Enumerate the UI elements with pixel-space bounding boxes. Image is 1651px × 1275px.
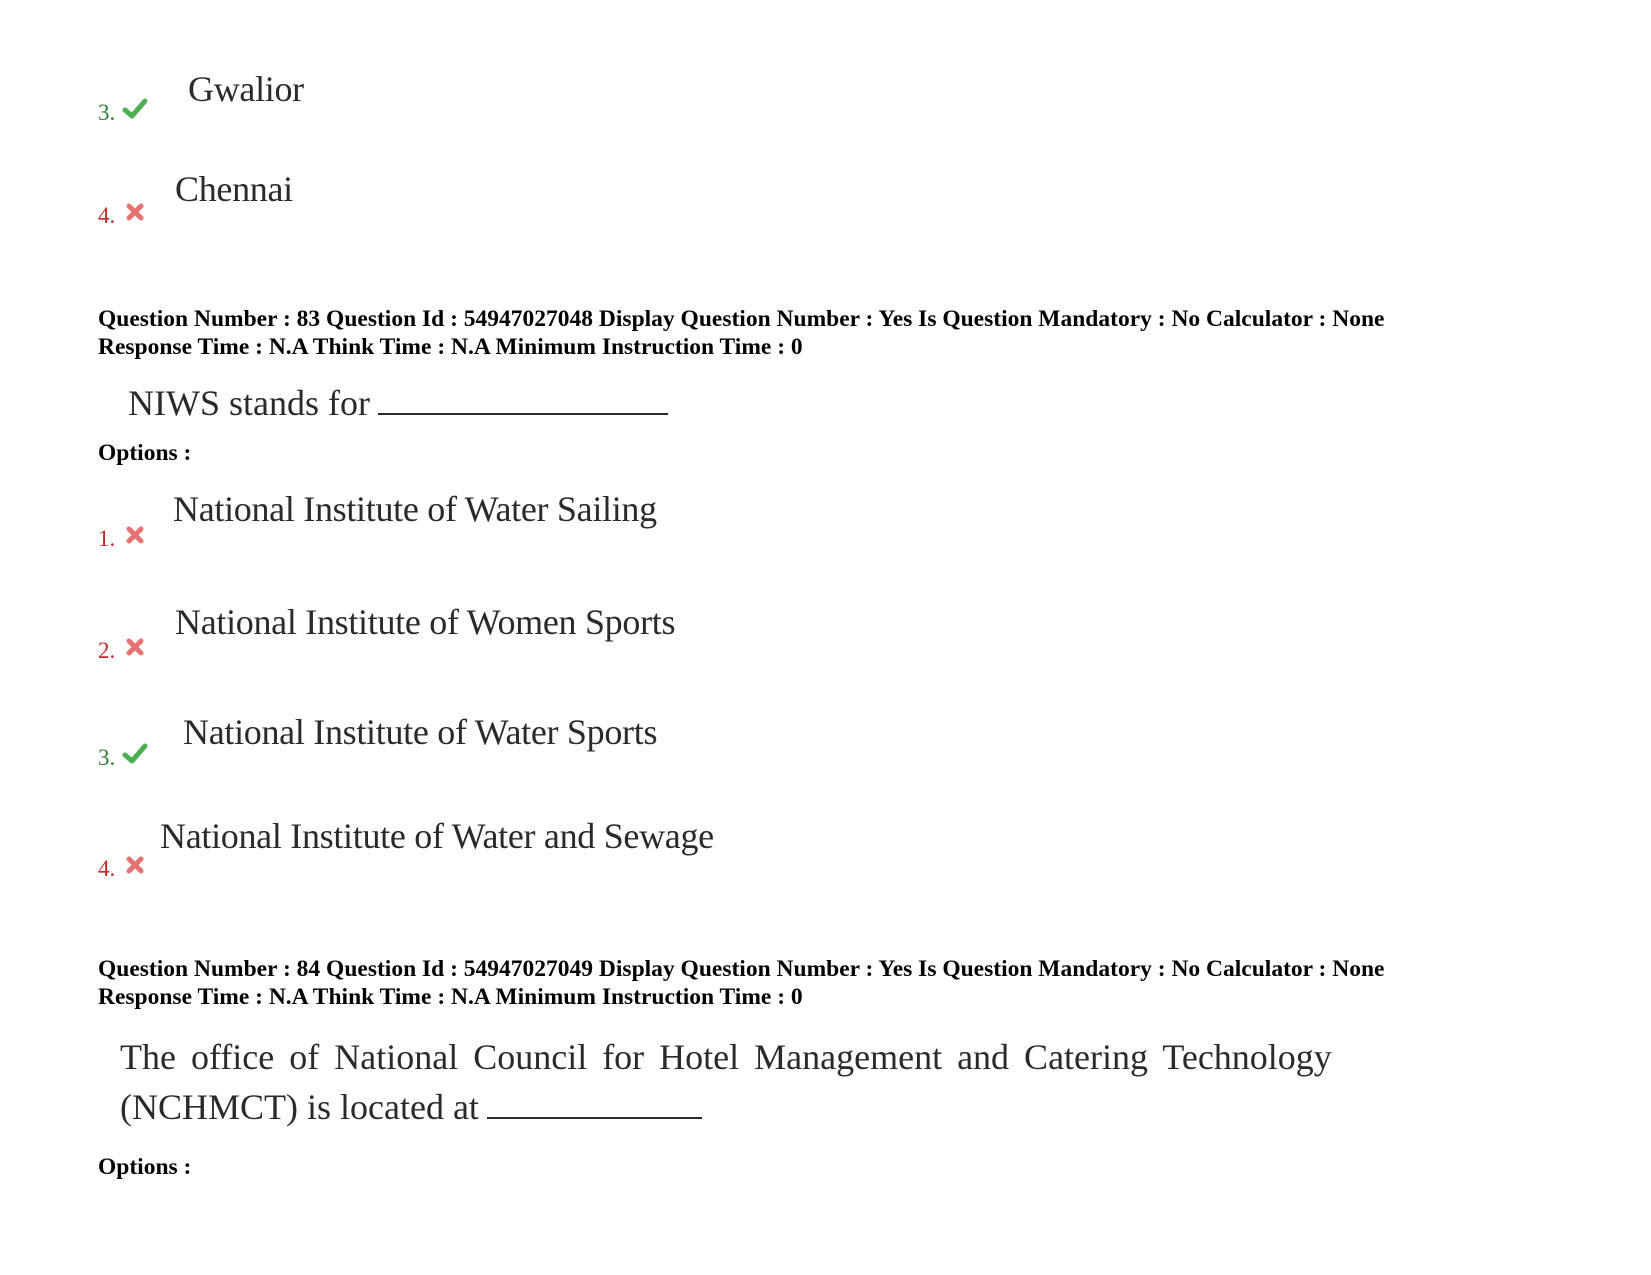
options-label: Options : — [98, 1154, 192, 1180]
option-text: Chennai — [175, 169, 293, 209]
check-icon — [122, 96, 148, 122]
option-text: Gwalior — [188, 69, 304, 109]
question-text — [128, 382, 668, 424]
option-number: 4. — [98, 203, 116, 228]
question-meta-line1: Question Number : 84 Question Id : 54947027049 Display Question Number : Yes Is Question Mandatory : No Calculator : None — [98, 956, 1385, 982]
cross-icon — [122, 199, 148, 225]
check-icon — [122, 741, 148, 767]
cross-icon — [122, 634, 148, 660]
option-text: National Institute of Water Sailing — [173, 489, 657, 529]
answer-blank — [487, 1087, 702, 1119]
question-meta-line1: Question Number : 83 Question Id : 54947027048 Display Question Number : Yes Is Question Mandatory : No Calculator : None — [98, 306, 1385, 332]
question-meta-line2: Response Time : N.A Think Time : N.A Minimum Instruction Time : 0 — [98, 984, 803, 1010]
question-stem: NIWS stands for — [128, 383, 370, 423]
option-number: 4. — [98, 856, 116, 881]
option-text: National Institute of Water and Sewage — [160, 816, 714, 856]
option-text: National Institute of Water Sports — [183, 712, 658, 752]
option-number: 1. — [98, 526, 116, 551]
option-number: 3. — [98, 100, 116, 125]
cross-icon — [122, 522, 148, 548]
option-number: 3. — [98, 745, 116, 770]
question-meta-line2: Response Time : N.A Think Time : N.A Minimum Instruction Time : 0 — [98, 334, 803, 360]
cross-icon — [122, 852, 148, 878]
question-text-line2 — [120, 1086, 702, 1128]
option-text: National Institute of Women Sports — [175, 602, 676, 642]
question-text-line1: The office of National Council for Hotel Management and Catering Technology — [120, 1037, 1332, 1077]
answer-blank — [378, 383, 668, 415]
options-label: Options : — [98, 440, 192, 466]
question-stem: (NCHMCT) is located at — [120, 1087, 479, 1127]
option-number: 2. — [98, 638, 116, 663]
